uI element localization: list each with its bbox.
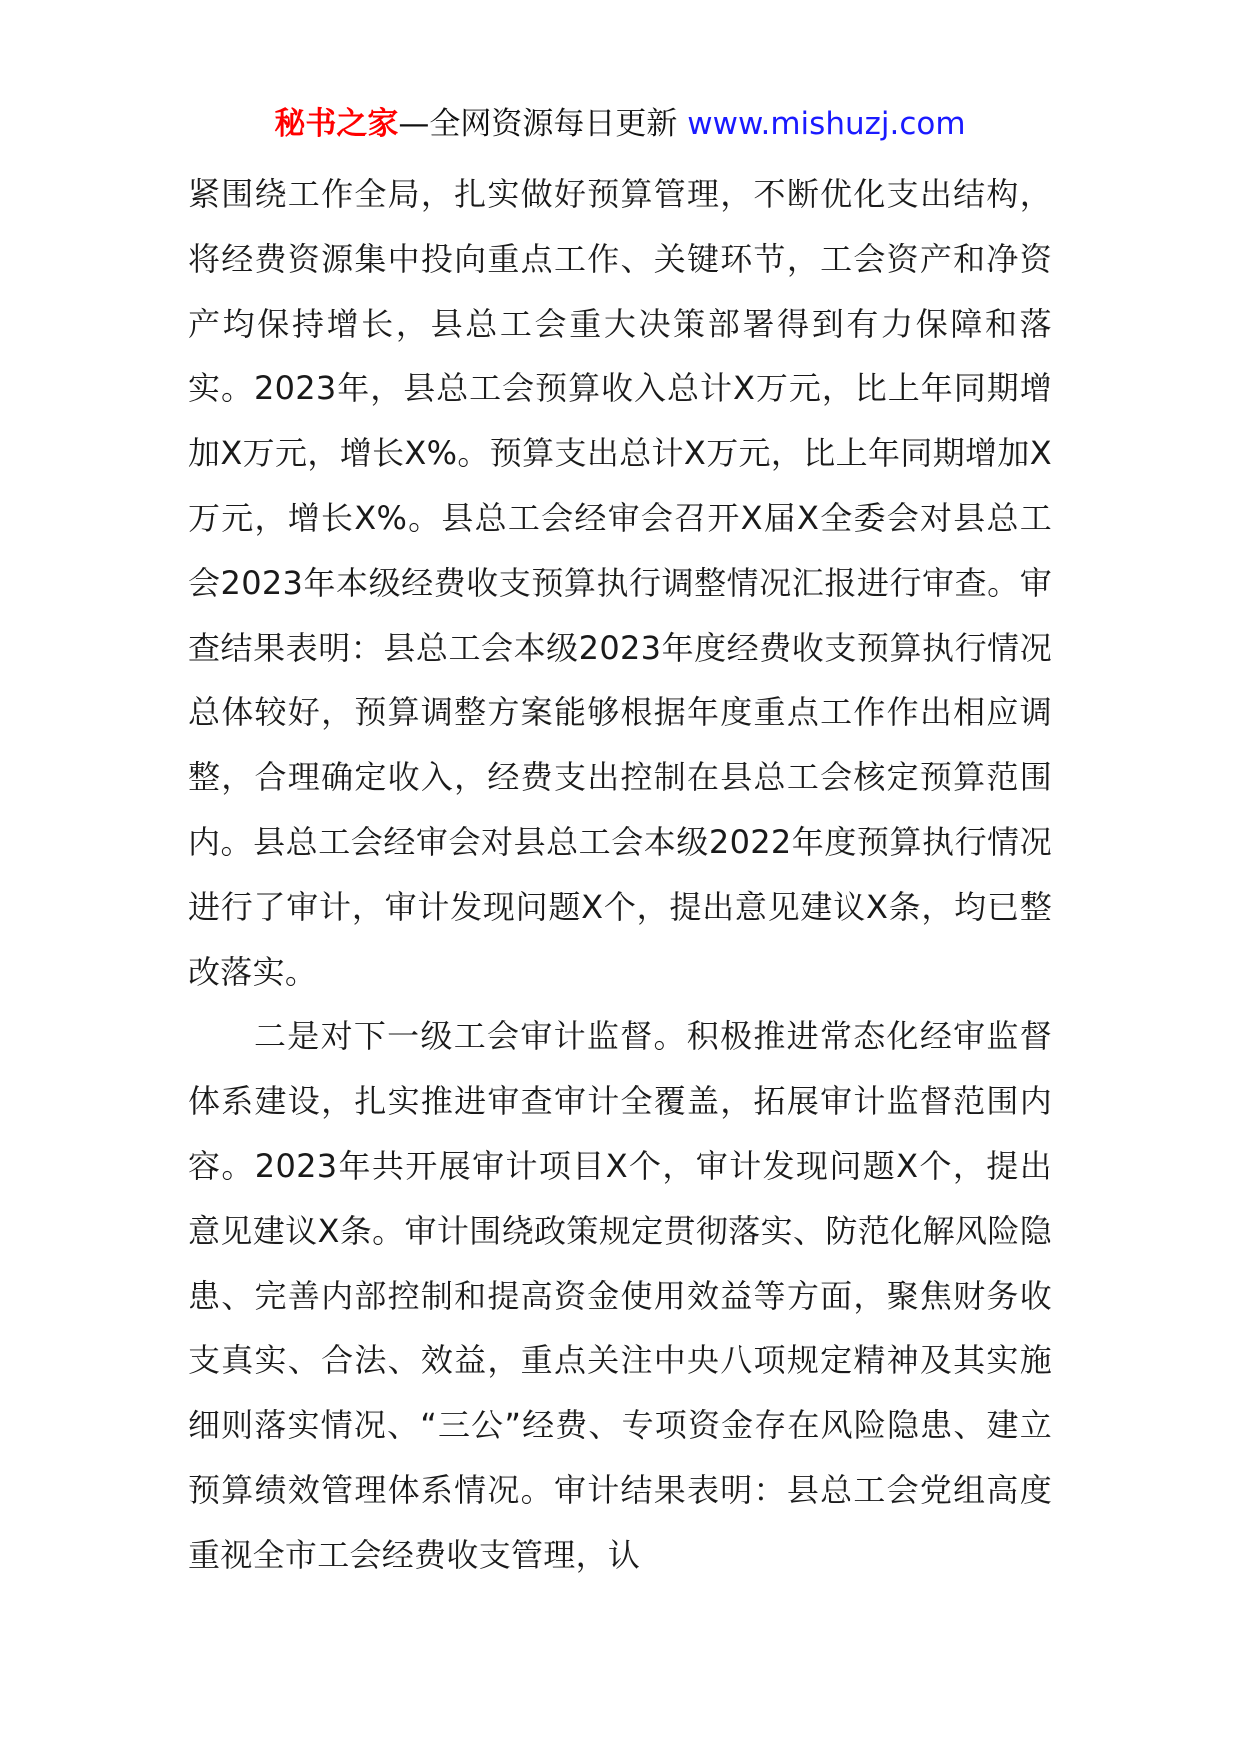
- paragraph-budget-management: 紧围绕工作全局，扎实做好预算管理，不断优化支出结构，将经费资源集中投向重点工作、关键环节，工会资产和净资产均保持增长，县总工会重大决策部署得到有力保障和落实。2023年，县总工会预算收入总计X万元，比上年同期增加X万元，增长X%。预算支出总计X万元，比上年同期增加X万元，增长X%。县总工会经审会召开X届X全委会对县总工会2023年本级经费收支预算执行调整情况汇报进行审查。审查结果表明：县总工会本级2023年度经费收支预算执行情况总体较好，预算调整方案能够根据年度重点工作作出相应调整，合理确定收入，经费支出控制在县总工会核定预算范围内。县总工会经审会对县总工会本级2022年度预算执行情况进行了审计，审计发现问题X个，提出意见建议X条，均已整改落实。: [188, 175, 1052, 991]
- brand-name: 秘书之家: [274, 106, 399, 142]
- header-tagline: —全网资源每日更新: [398, 106, 678, 142]
- website-link[interactable]: www.mishuzj.com: [687, 106, 966, 142]
- document-body: [188, 162, 1052, 1588]
- paragraph-audit-supervision: 二是对下一级工会审计监督。积极推进常态化经审监督体系建设，扎实推进审查审计全覆盖，拓展审计监督范围内容。2023年共开展审计项目X个，审计发现问题X个，提出意见建议X条。审计围绕政策规定贯彻落实、防范化解风险隐患、完善内部控制和提高资金使用效益等方面，聚焦财务收支真实、合法、效益，重点关注中央八项规定精神及其实施细则落实情况、“三公”经费、专项资金存在风险隐患、建立预算绩效管理体系情况。审计结果表明：县总工会党组高度重视全市工会经费收支管理，认: [188, 1017, 1052, 1574]
- page-header: [0, 102, 1240, 146]
